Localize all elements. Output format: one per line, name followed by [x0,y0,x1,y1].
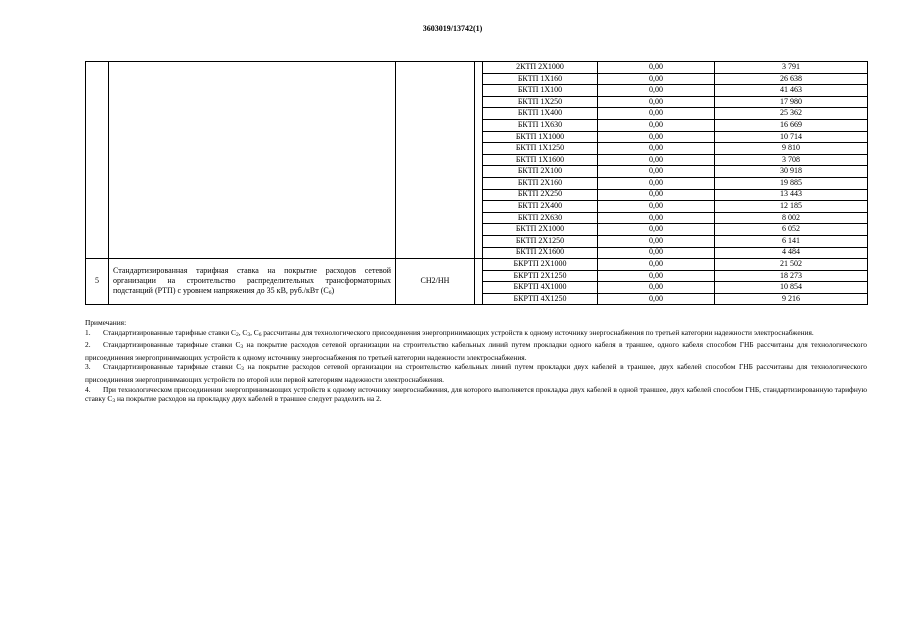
rate-amount: 6 141 [715,235,868,247]
rate-value: 0,00 [598,119,715,131]
rate-amount: 13 443 [715,189,868,201]
rate-amount: 41 463 [715,85,868,97]
gap-cell [475,259,483,305]
rate-value: 0,00 [598,62,715,74]
substation-name: БКТП 1Х1000 [483,131,598,143]
rate-amount: 9 216 [715,293,868,305]
rate-amount: 12 185 [715,201,868,213]
substation-name: БКТП 1Х250 [483,96,598,108]
rate-amount: 10 714 [715,131,868,143]
substation-name: БКТП 2Х160 [483,177,598,189]
rate-amount: 3 791 [715,62,868,74]
row-number-cell [86,62,109,259]
rate-value: 0,00 [598,270,715,282]
rate-amount: 30 918 [715,166,868,178]
substation-name: БКТП 1Х1250 [483,143,598,155]
substation-name: 2КТП 2Х1000 [483,62,598,74]
substation-name: БКТП 1Х630 [483,119,598,131]
substation-name: БКРТП 2Х1000 [483,259,598,271]
note-item: 2. Стандартизированные тарифные ставки $С_3$ на покрытие расходов сетевой организации на строительство кабельных линий путем прокладки одного кабеля в траншее, одного кабеля способом ГНБ рассчитаны для технологического присоединения энергопринимающих устройств к одному источнику энергоснабжения по третьей категории надежности электроснабжения. [85,340,868,362]
table-row [86,259,868,271]
substation-name: БКТП 2Х400 [483,201,598,213]
document-id: 3603019/13742(1) [422,24,483,33]
substation-name: БКТП 2Х1000 [483,224,598,236]
substation-name: БКТП 2Х100 [483,166,598,178]
rate-value: 0,00 [598,85,715,97]
substation-name: БКТП 1Х100 [483,85,598,97]
rate-amount: 18 273 [715,270,868,282]
rate-amount: 19 885 [715,177,868,189]
substation-name: БКТП 1Х1600 [483,154,598,166]
rate-value: 0,00 [598,73,715,85]
rate-value: 0,00 [598,108,715,120]
notes-title: Примечания: [85,318,127,327]
tariff-table [85,61,868,305]
substation-name: БКРТП 2Х1250 [483,270,598,282]
description-cell [109,62,396,259]
substation-name: БКТП 2Х1600 [483,247,598,259]
rate-amount: 16 669 [715,119,868,131]
rate-value: 0,00 [598,166,715,178]
rate-amount: 8 002 [715,212,868,224]
rate-value: 0,00 [598,224,715,236]
substation-name: БКТП 2Х1250 [483,235,598,247]
voltage-cell [396,62,475,259]
rate-value: 0,00 [598,189,715,201]
notes-section [85,318,867,407]
rate-value: 0,00 [598,293,715,305]
rate-amount: 25 362 [715,108,868,120]
gap-cell [475,62,483,259]
voltage-cell: СН2/НН [396,259,475,305]
rate-amount: 9 810 [715,143,868,155]
rate-value: 0,00 [598,143,715,155]
rate-amount: 6 052 [715,224,868,236]
substation-name: БКТП 1Х160 [483,73,598,85]
notes-list [85,328,867,407]
rate-value: 0,00 [598,131,715,143]
rate-value: 0,00 [598,154,715,166]
rate-value: 0,00 [598,259,715,271]
note-number: 3. [85,362,91,372]
note-item: 4. При технологическом присоединении энергопринимающих устройств к одному источнику энергоснабжения, для которого выполняется прокладка двух кабелей в одной траншее, двух кабелей способом ГНБ, стандартизированную тарифную ставку $С_3$ на покрытие расходов на прокладку двух кабелей в траншее следует разделить на 2. [85,384,867,405]
rate-value: 0,00 [598,96,715,108]
rate-value: 0,00 [598,212,715,224]
rate-amount: 3 708 [715,154,868,166]
rate-amount: 10 854 [715,282,868,294]
rate-amount: 4 484 [715,247,868,259]
rate-value: 0,00 [598,235,715,247]
rate-value: 0,00 [598,247,715,259]
substation-name: БКРТП 4Х1250 [483,293,598,305]
rate-value: 0,00 [598,282,715,294]
rate-amount: 26 638 [715,73,868,85]
substation-name: БКТП 2Х250 [483,189,598,201]
table-row [86,62,868,74]
rate-value: 0,00 [598,201,715,213]
note-number: 2. [85,340,91,350]
note-item: 1. Стандартизированные тарифные ставки $С_2$, $С_3$, $С_6$ рассчитаны для технологического присоединения энергопринимающих устройств к одному источнику энергоснабжения по третьей категории надежности электроснабжения. [85,327,814,338]
substation-name: БКРТП 4Х1000 [483,282,598,294]
rate-amount: 21 502 [715,259,868,271]
description-cell [109,259,396,305]
note-number: 1. [85,327,91,337]
section5-description: Стандартизированная тарифная ставка на покрытие расходов сетевой организации на строительство распределительных трансформаторных подстанций (РТП) с уровнем напряжения до 35 кВ, руб./кВт $(С_6)$ [113,265,391,296]
substation-name: БКТП 2Х630 [483,212,598,224]
note-number: 4. [85,384,91,394]
rate-value: 0,00 [598,177,715,189]
rate-amount: 17 980 [715,96,868,108]
substation-name: БКТП 1Х400 [483,108,598,120]
row-number-cell: 5 [86,259,109,305]
note-item: 3. Стандартизированные тарифные ставки $С_3$ на покрытие расходов сетевой организации на строительство кабельных линий путем прокладки двух кабелей в траншее, двух кабелей способом ГНБ рассчитаны для технологического присоединения энергопринимающих устройств по второй или первой категориям надежности электроснабжения. [85,362,867,384]
